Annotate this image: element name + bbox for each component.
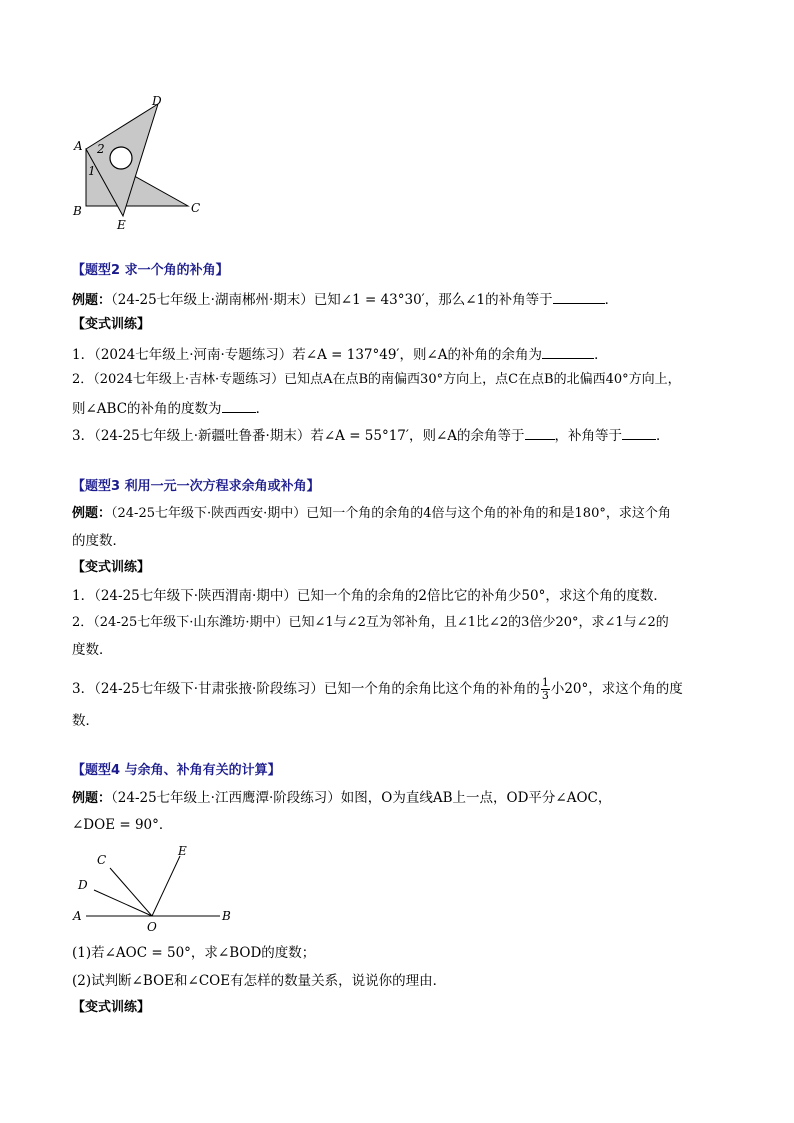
label-e: E: [117, 218, 126, 232]
period: ．: [255, 401, 270, 417]
section2-q3: [72, 425, 670, 445]
section4-part1: (1)若∠AOC = 50°，求∠BOD的度数；: [72, 945, 316, 961]
label-b: B: [222, 909, 231, 923]
section3-q2-line1: 2．（24-25七年级下·山东潍坊·期中）已知∠1与∠2互为邻补角，且∠1比∠2的3倍少20°，求∠1与∠2的: [72, 615, 669, 630]
q2-text: 则∠ABC的补角的度数为: [72, 401, 222, 417]
q1-text: 1．（2024七年级上·河南·专题练习）若∠A = 137°49′，则∠A的补角的余角为: [72, 347, 543, 363]
section4-heading: 【题型4 与余角、补角有关的计算】: [72, 763, 281, 778]
label-d: D: [152, 94, 162, 108]
section3-practice-label: 【变式训练】: [72, 560, 151, 575]
answer-blank[interactable]: [542, 344, 594, 359]
section4-practice-label: 【变式训练】: [72, 1000, 151, 1015]
example-label: 例题：: [72, 293, 112, 308]
q3-text: 3．（24-25七年级上·新疆吐鲁番·期末）若∠A = 55°17′，则∠A的余角等于: [72, 428, 525, 444]
section4-example-line2: ∠DOE = 90°．: [72, 817, 173, 833]
q3-text-2: 小20°，求这个角的度: [550, 681, 683, 697]
section4-example-line1: [72, 789, 611, 808]
fraction-numerator: 1: [541, 676, 549, 689]
answer-blank[interactable]: [553, 289, 605, 304]
label-2: 2: [97, 142, 105, 156]
section3-heading: 【题型3 利用一元一次方程求余角或补角】: [72, 479, 320, 494]
fraction-one-third: [541, 677, 550, 702]
section4-part2: (2)试判断∠BOE和∠COE有怎样的数量关系，说说你的理由．: [72, 973, 447, 989]
ray-od: [94, 890, 152, 916]
example-text: （24-25七年级下·陕西西安·期中）已知一个角的余角的4倍与这个角的补角的和是180°，求这个角: [111, 506, 671, 521]
label-1: 1: [88, 164, 96, 178]
q3-mid: ，补角等于: [554, 428, 623, 444]
example-text: （24-25七年级上·湖南郴州·期末）已知∠1 = 43°30′，那么∠1的补角等于: [111, 292, 553, 308]
section3-example-line1: [72, 505, 671, 523]
section3-q1: 1．（24-25七年级下·陕西渭南·期中）已知一个角的余角的2倍比它的补角少50°，求这个角的度数．: [72, 588, 667, 604]
ray-oc: [110, 868, 152, 916]
q3-text: 3．（24-25七年级下·甘肃张掖·阶段练习）已知一个角的余角比这个角的补角的: [72, 681, 540, 697]
section3-q2-line2: 度数．: [72, 642, 113, 658]
label-e: E: [178, 844, 187, 858]
period: ．: [604, 292, 619, 308]
triangle-figure: [68, 92, 218, 237]
label-b: B: [73, 204, 82, 218]
label-a: A: [74, 139, 83, 153]
label-c: C: [97, 853, 107, 867]
example-text: （24-25七年级上·江西鹰潭·阶段练习）如图，O为直线AB上一点，OD平分∠AOC，: [111, 790, 612, 806]
section2-q1: [72, 344, 608, 364]
period: ．: [594, 347, 608, 363]
section2-q2-line1: 2．（2024七年级上·吉林·专题练习）已知点A在点B的南偏西30°方向上，点C在点B的北偏西40°方向上，: [72, 372, 681, 387]
ray-oe: [152, 856, 180, 916]
example-label: 例题：: [72, 791, 112, 806]
label-d: D: [78, 878, 88, 892]
section2-heading: 【题型2 求一个角的补角】: [72, 263, 229, 278]
section3-q3-line2: 数．: [72, 713, 99, 729]
section2-q2-line2: [72, 398, 269, 418]
answer-blank[interactable]: [222, 398, 256, 413]
section3-q3-line1: [72, 676, 683, 702]
period: ．: [656, 428, 670, 444]
label-a: A: [73, 909, 82, 923]
circle-shape: [110, 147, 132, 169]
answer-blank[interactable]: [622, 425, 656, 440]
answer-blank[interactable]: [525, 425, 555, 440]
angle-figure: [68, 840, 243, 935]
example-label: 例题：: [72, 506, 112, 521]
section2-practice-label: 【变式训练】: [72, 317, 151, 332]
fraction-denominator: 3: [541, 689, 549, 702]
label-c: C: [191, 201, 201, 215]
section3-example-line2: 的度数．: [72, 533, 126, 549]
section2-example: [72, 289, 618, 310]
label-o: O: [147, 920, 157, 934]
